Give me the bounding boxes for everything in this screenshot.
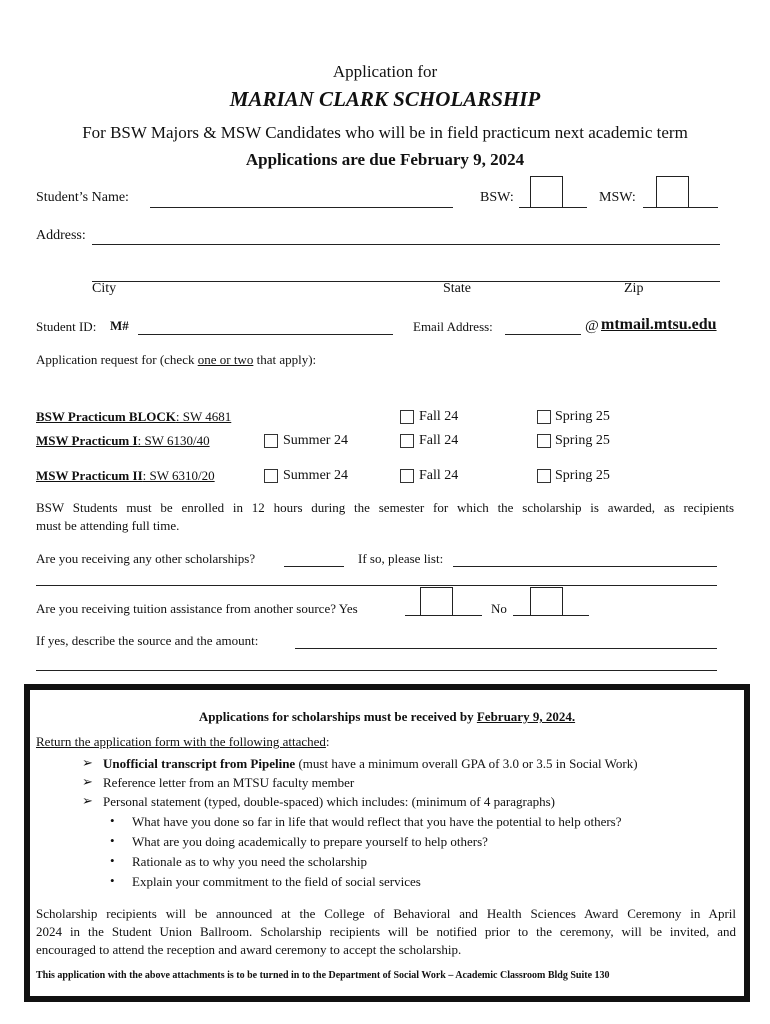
if-so-list-label: If so, please list: — [358, 551, 444, 566]
email-label: Email Address: — [413, 319, 493, 334]
msw-2-fall-24-checkbox[interactable] — [400, 469, 414, 483]
bsw-checkbox[interactable] — [530, 176, 563, 208]
statement-topic-item: Explain your commitment to the field of social services — [132, 874, 421, 889]
msw-label: MSW: — [599, 190, 636, 205]
student-id-label: Student ID: — [36, 319, 97, 334]
msw-1-fall-24-checkbox[interactable] — [400, 434, 414, 448]
msw-checkbox[interactable] — [656, 176, 689, 208]
statement-topic-item: What have you done so far in life that would reflect that you have the potential to help others? — [132, 814, 622, 829]
arrow-bullet-icon: ➢ — [82, 793, 93, 808]
attachment-item: Reference letter from an MTSU faculty member — [103, 775, 355, 790]
announcement-line-1: Scholarship recipients will be announced at the College of Behavioral and Health Sciences Award Ceremony in April — [36, 906, 736, 921]
msw-practicum-1-label: MSW Practicum I: SW 6130/40 — [36, 433, 210, 448]
email-domain: mtmail.mtsu.edu — [601, 316, 717, 333]
bsw-block-spring-25-label: Spring 25 — [555, 409, 610, 424]
statement-topic-item: What are you doing academically to prepare yourself to help others? — [132, 834, 488, 849]
tuition-no-checkbox[interactable] — [530, 587, 563, 616]
describe-source-line-2-field[interactable] — [36, 670, 717, 671]
application-request-label: Application request for (check one or two that apply): — [36, 352, 317, 367]
scholarship-list-field[interactable] — [453, 566, 717, 567]
msw-1-summer-24-checkbox[interactable] — [264, 434, 278, 448]
msw-2-spring-25-checkbox[interactable] — [537, 469, 551, 483]
msw-2-spring-25-label: Spring 25 — [555, 468, 610, 483]
email-field[interactable] — [505, 334, 581, 335]
tuition-assistance-question: Are you receiving tuition assistance from another source? Yes — [36, 601, 358, 616]
email-at-sign: @ — [585, 318, 599, 334]
bullet-icon: • — [110, 833, 115, 848]
address-label: Address: — [36, 228, 86, 243]
msw-2-summer-24-label: Summer 24 — [283, 468, 348, 483]
bsw-practicum-block-label: BSW Practicum BLOCK: SW 4681 — [36, 409, 232, 424]
msw-1-spring-25-label: Spring 25 — [555, 433, 610, 448]
student-id-prefix: M# — [110, 318, 129, 333]
other-scholarships-question: Are you receiving any other scholarships? — [36, 551, 256, 566]
bullet-icon: • — [110, 873, 115, 888]
describe-source-field[interactable] — [295, 648, 717, 649]
enrollment-note-line-1: BSW Students must be enrolled in 12 hours during the semester for which the scholarship is awarded, as recipients — [36, 500, 734, 515]
tuition-no-label: No — [491, 601, 507, 616]
bsw-block-fall-24-label: Fall 24 — [419, 409, 459, 424]
msw-1-fall-24-label: Fall 24 — [419, 433, 459, 448]
zip-label: Zip — [624, 281, 644, 296]
msw-practicum-2-label: MSW Practicum II: SW 6310/20 — [36, 468, 215, 483]
city-label: City — [92, 281, 117, 296]
statement-topic-item: Rationale as to why you need the scholarship — [132, 854, 368, 869]
submission-footer: This application with the above attachments is to be turned in to the Department of Social Work – Academic Classroom Bldg Suite 130 — [36, 970, 610, 981]
page-title: MARIAN CLARK SCHOLARSHIP — [229, 87, 541, 111]
student-name-label: Student’s Name: — [36, 190, 129, 205]
arrow-bullet-icon: ➢ — [82, 774, 93, 789]
notice-heading: Applications for scholarships must be received by February 9, 2024. — [198, 709, 576, 724]
announcement-line-3: encouraged to attend the reception and award ceremony to accept the scholarship. — [36, 942, 462, 957]
state-label: State — [443, 281, 471, 296]
tuition-yes-checkbox[interactable] — [420, 587, 453, 616]
bullet-icon: • — [110, 853, 115, 868]
page-subtitle: For BSW Majors & MSW Candidates who will be in field practicum next academic term — [82, 123, 688, 142]
describe-source-label: If yes, describe the source and the amount: — [36, 633, 259, 648]
msw-1-summer-24-label: Summer 24 — [283, 433, 348, 448]
arrow-bullet-icon: ➢ — [82, 755, 93, 770]
student-id-field[interactable] — [138, 334, 393, 335]
msw-2-summer-24-checkbox[interactable] — [264, 469, 278, 483]
address-field[interactable] — [92, 244, 720, 245]
bsw-block-spring-25-checkbox[interactable] — [537, 410, 551, 424]
enrollment-note-line-2: must be attending full time. — [36, 518, 180, 533]
bullet-icon: • — [110, 813, 115, 828]
msw-1-spring-25-checkbox[interactable] — [537, 434, 551, 448]
announcement-line-2: 2024 in the Student Union Ballroom. Scholarship recipients will be notified prior to the ceremony, will be invited, and — [36, 924, 736, 939]
bsw-block-fall-24-checkbox[interactable] — [400, 410, 414, 424]
application-for-label: Application for — [332, 62, 438, 81]
return-instructions: Return the application form with the following attached: — [36, 734, 330, 749]
student-name-field[interactable] — [150, 207, 453, 208]
bsw-label: BSW: — [480, 190, 514, 205]
attachment-item: Unofficial transcript from Pipeline (must have a minimum overall GPA of 3.0 or 3.5 in Social Work) — [103, 756, 638, 771]
msw-2-fall-24-label: Fall 24 — [419, 468, 459, 483]
other-scholarships-answer-field[interactable] — [284, 566, 344, 567]
due-date-notice: Applications are due February 9, 2024 — [245, 150, 525, 169]
scholarship-list-line-2-field[interactable] — [36, 585, 717, 586]
attachment-item: Personal statement (typed, double-spaced) which includes: (minimum of 4 paragraphs) — [103, 794, 555, 809]
instructions-box — [24, 684, 750, 1002]
